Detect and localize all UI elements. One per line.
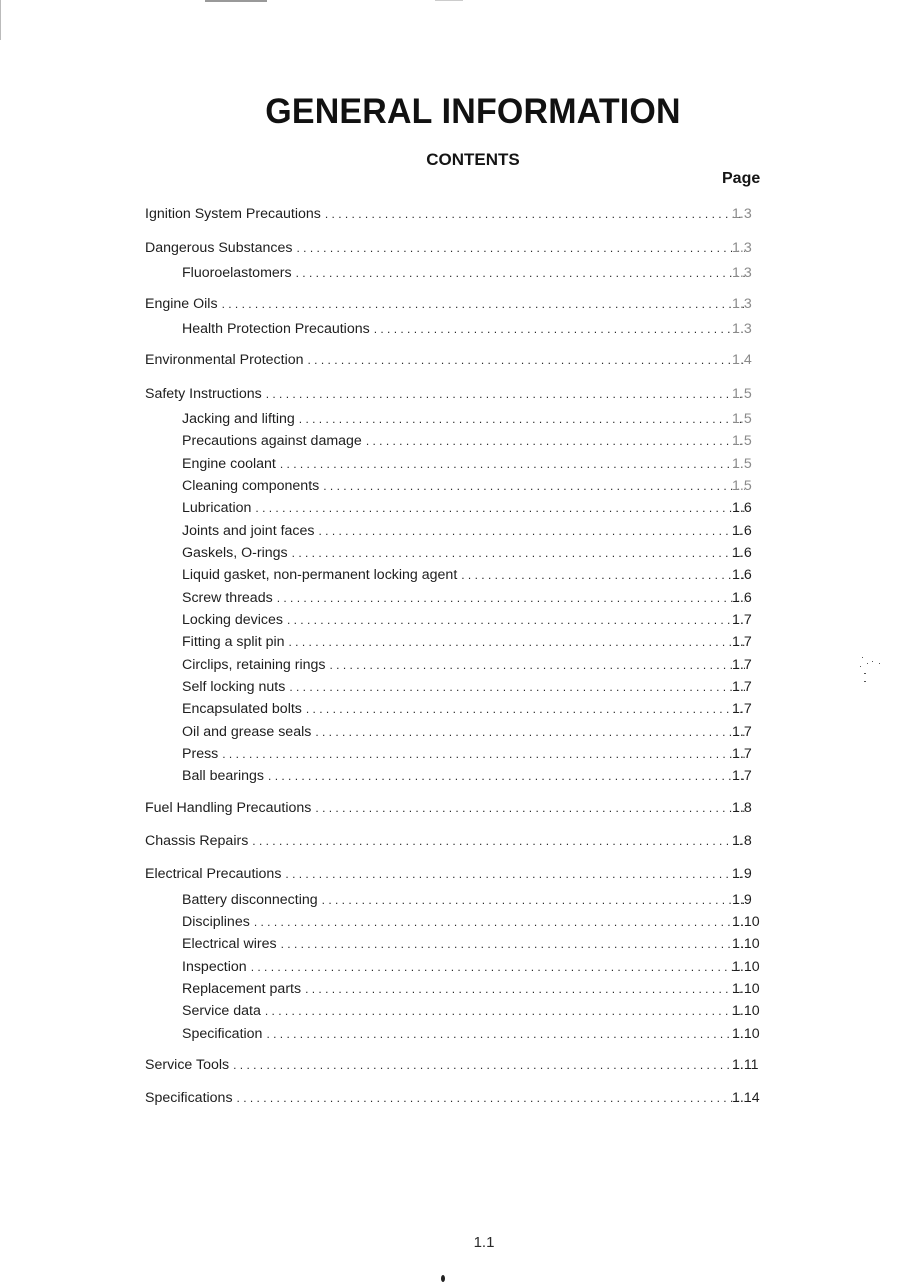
toc-entry-label: Service data <box>182 1003 261 1019</box>
toc-entry-page: 1.3 <box>732 240 752 256</box>
toc-entry-label: Disciplines <box>182 914 250 930</box>
toc-entry-page: 1.7 <box>732 701 752 717</box>
dot-leader <box>366 431 745 451</box>
scan-artifact <box>205 0 267 2</box>
toc-entry[interactable] <box>182 1001 775 1021</box>
toc-entry-label: Liquid gasket, non-permanent locking agent <box>182 567 458 583</box>
toc-entry-page: 1.7 <box>732 612 752 628</box>
toc-entry-page: 1.10 <box>732 1003 760 1019</box>
toc-entry[interactable] <box>145 294 775 314</box>
dot-leader <box>266 1024 745 1044</box>
dot-leader <box>315 722 745 742</box>
toc-entry[interactable] <box>182 934 775 954</box>
toc-entry-label: Precautions against damage <box>182 433 362 449</box>
toc-entry-page: 1.7 <box>732 724 752 740</box>
toc-entry-page: 1.10 <box>732 959 760 975</box>
toc-entry-page: 1.3 <box>732 265 752 281</box>
toc-entry-label: Lubrication <box>182 500 252 516</box>
dot-leader <box>299 409 745 429</box>
toc-entry[interactable] <box>145 831 775 851</box>
dot-leader <box>306 699 745 719</box>
toc-entry[interactable] <box>182 476 775 496</box>
toc-entry[interactable] <box>145 864 775 884</box>
toc-entry-label: Gaskels, O-rings <box>182 545 288 561</box>
toc-entry[interactable] <box>182 409 775 429</box>
toc-entry-label: Service Tools <box>145 1057 230 1073</box>
toc-entry-label: Inspection <box>182 959 247 975</box>
toc-entry[interactable] <box>182 1024 775 1044</box>
toc-entry-label: Chassis Repairs <box>145 833 249 849</box>
scan-speckle <box>858 655 882 685</box>
toc-entry-label: Fluoroelastomers <box>182 265 292 281</box>
toc-entry-page: 1.4 <box>732 352 752 368</box>
page-title: GENERAL INFORMATION <box>265 92 681 131</box>
dot-leader <box>233 1055 745 1075</box>
toc-entry[interactable] <box>182 431 775 451</box>
toc-entry-page: 1.5 <box>732 478 752 494</box>
toc-entry-label: Encapsulated bolts <box>182 701 302 717</box>
dot-leader <box>315 798 745 818</box>
toc-entry-page: 1.7 <box>732 657 752 673</box>
toc-entry[interactable] <box>182 588 775 608</box>
dot-leader <box>285 864 745 884</box>
toc-entry-page: 1.9 <box>732 892 752 908</box>
toc-entry-label: Specifications <box>145 1090 233 1106</box>
toc-entry-page: 1.7 <box>732 768 752 784</box>
toc-entry-label: Jacking and lifting <box>182 411 295 427</box>
toc-entry-label: Joints and joint faces <box>182 523 315 539</box>
toc-entry[interactable] <box>182 979 775 999</box>
dot-leader <box>252 831 745 851</box>
dot-leader <box>296 263 745 283</box>
dot-leader <box>330 655 745 675</box>
toc-entry-page: 1.5 <box>732 456 752 472</box>
dot-leader <box>237 1088 745 1108</box>
toc-entry-page: 1.10 <box>732 936 760 952</box>
toc-entry-label: Health Protection Precautions <box>182 321 370 337</box>
scan-artifact <box>441 1275 445 1282</box>
dot-leader <box>222 294 745 314</box>
page-column-heading: Page <box>722 170 761 187</box>
toc-entry-label: Safety Instructions <box>145 386 262 402</box>
toc-entry[interactable] <box>145 798 775 818</box>
dot-leader <box>322 890 745 910</box>
dot-leader <box>292 543 745 563</box>
toc-entry-page: 1.7 <box>732 746 752 762</box>
toc-entry-page: 1.11 <box>732 1057 759 1073</box>
toc-entry-page: 1.7 <box>732 634 752 650</box>
toc-entry-page: 1.8 <box>732 833 752 849</box>
toc-entry-page: 1.6 <box>732 500 752 516</box>
toc-entry-label: Oil and grease seals <box>182 724 312 740</box>
toc-entry-label: Electrical wires <box>182 936 277 952</box>
toc-entry[interactable] <box>182 543 775 563</box>
dot-leader <box>266 384 745 404</box>
dot-leader <box>254 912 745 932</box>
toc-entry[interactable] <box>182 655 775 675</box>
toc-entry[interactable] <box>145 1055 775 1075</box>
toc-entry[interactable] <box>182 722 775 742</box>
scan-edge <box>0 0 1 40</box>
toc-entry-label: Cleaning components <box>182 478 320 494</box>
toc-entry-page: 1.3 <box>732 206 752 222</box>
toc-entry[interactable] <box>182 766 775 786</box>
toc-entry-page: 1.9 <box>732 866 752 882</box>
toc-entry-page: 1.6 <box>732 523 752 539</box>
toc-entry-label: Battery disconnecting <box>182 892 318 908</box>
footer-page-number: 1.1 <box>473 1234 495 1251</box>
toc-entry[interactable] <box>145 238 775 258</box>
contents-heading: CONTENTS <box>426 150 520 169</box>
toc-entry-page: 1.3 <box>732 296 752 312</box>
toc-entry-label: Press <box>182 746 219 762</box>
toc-entry-page: 1.6 <box>732 590 752 606</box>
toc-entry[interactable] <box>182 632 775 652</box>
toc-entry[interactable] <box>182 454 775 474</box>
dot-leader <box>297 238 746 258</box>
toc-entry-page: 1.6 <box>732 567 752 583</box>
toc-entry-label: Self locking nuts <box>182 679 286 695</box>
toc-entry[interactable] <box>182 957 775 977</box>
dot-leader <box>308 350 745 370</box>
toc-entry[interactable] <box>182 319 775 339</box>
toc-entry[interactable] <box>182 263 775 283</box>
toc-entry-page: 1.7 <box>732 679 752 695</box>
toc-entry-page: 1.10 <box>732 914 760 930</box>
toc-entry-label: Screw threads <box>182 590 273 606</box>
toc-entry[interactable] <box>182 498 775 518</box>
dot-leader <box>280 454 745 474</box>
dot-leader <box>323 476 745 496</box>
toc-entry-label: Environmental Protection <box>145 352 304 368</box>
toc-entry[interactable] <box>182 890 775 910</box>
toc-entry-label: Replacement parts <box>182 981 302 997</box>
toc-entry-label: Locking devices <box>182 612 283 628</box>
toc-entry[interactable] <box>182 699 775 719</box>
dot-leader <box>277 588 745 608</box>
toc-entry[interactable] <box>145 1088 775 1108</box>
dot-leader <box>289 632 745 652</box>
dot-leader <box>255 498 745 518</box>
toc-entry-label: Ball bearings <box>182 768 265 784</box>
toc-entry[interactable] <box>145 384 775 404</box>
toc-entry[interactable] <box>182 912 775 932</box>
toc-entry[interactable] <box>182 610 775 630</box>
toc-entry[interactable] <box>145 204 775 224</box>
toc-entry-label: Fuel Handling Precautions <box>145 800 312 816</box>
scan-artifact <box>435 0 463 1</box>
toc-entry[interactable] <box>182 565 775 585</box>
toc-entry[interactable] <box>182 744 775 764</box>
dot-leader <box>222 744 745 764</box>
dot-leader <box>325 204 745 224</box>
toc-entry-label: Fitting a split pin <box>182 634 285 650</box>
toc-entry-page: 1.3 <box>732 321 752 337</box>
dot-leader <box>268 766 745 786</box>
toc-entry-page: 1.10 <box>732 1026 760 1042</box>
toc-entry[interactable] <box>182 677 775 697</box>
toc-entry-label: Circlips, retaining rings <box>182 657 326 673</box>
dot-leader <box>305 979 745 999</box>
dot-leader <box>461 565 745 585</box>
toc-entry-label: Engine Oils <box>145 296 218 312</box>
toc-entry[interactable] <box>145 350 775 370</box>
toc-entry-page: 1.5 <box>732 386 752 402</box>
toc-entry-page: 1.14 <box>732 1090 760 1106</box>
toc-entry-label: Ignition System Precautions <box>145 206 321 222</box>
toc-entry-label: Engine coolant <box>182 456 276 472</box>
toc-entry-label: Specification <box>182 1026 263 1042</box>
toc-entry[interactable] <box>182 521 775 541</box>
toc-entry-page: 1.5 <box>732 411 752 427</box>
toc-entry-label: Electrical Precautions <box>145 866 282 882</box>
dot-leader <box>289 677 745 697</box>
toc-entry-page: 1.8 <box>732 800 752 816</box>
toc-entry-page: 1.5 <box>732 433 752 449</box>
dot-leader <box>281 934 745 954</box>
toc-entry-page: 1.6 <box>732 545 752 561</box>
toc-entry-page: 1.10 <box>732 981 760 997</box>
dot-leader <box>251 957 745 977</box>
toc-entry-label: Dangerous Substances <box>145 240 293 256</box>
dot-leader <box>265 1001 745 1021</box>
dot-leader <box>319 521 746 541</box>
dot-leader <box>374 319 745 339</box>
dot-leader <box>287 610 745 630</box>
